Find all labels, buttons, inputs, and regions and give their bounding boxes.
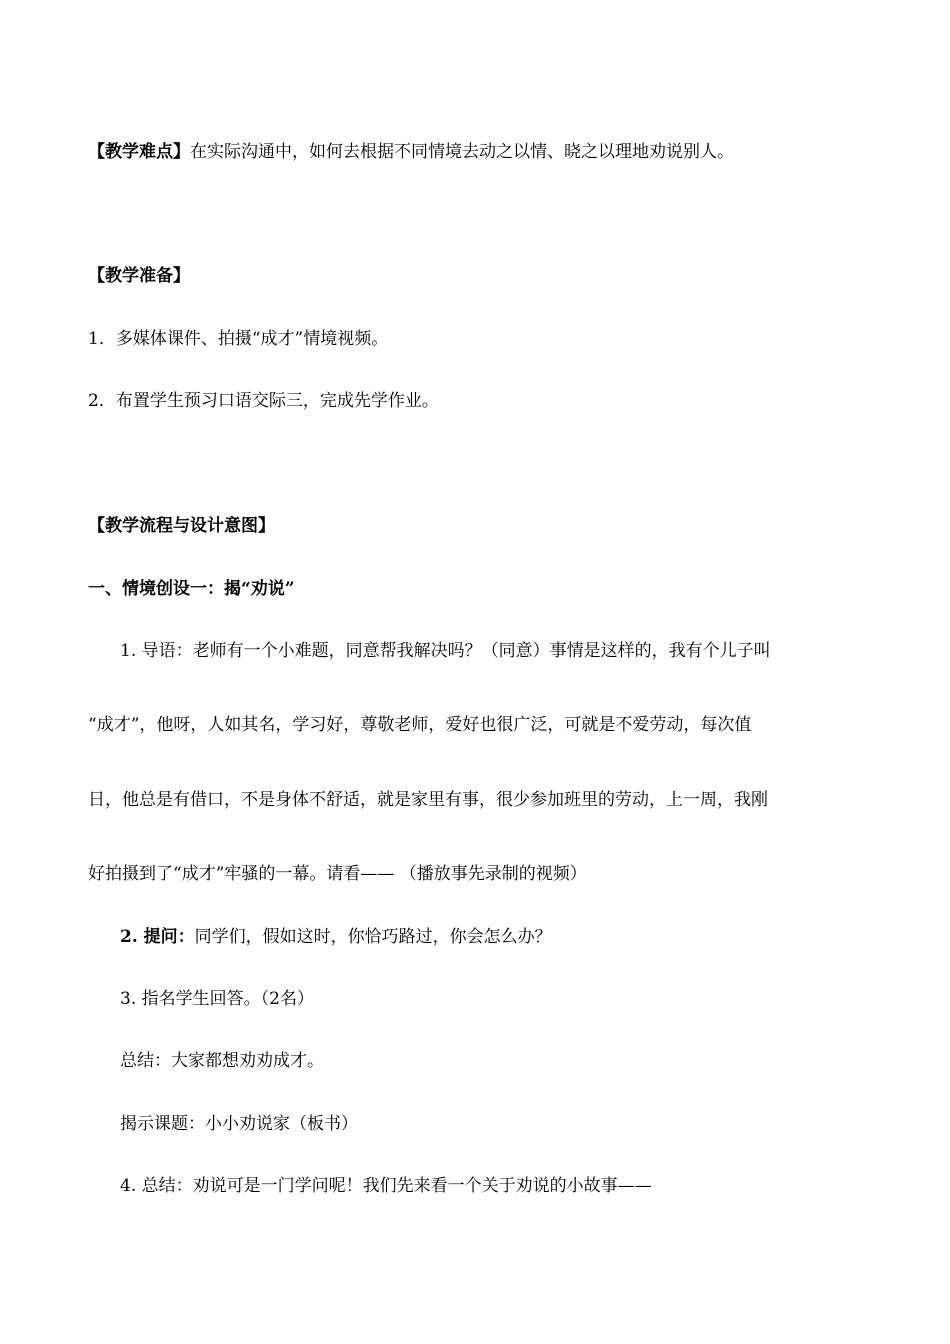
process-heading: 【教学流程与设计意图】 <box>88 516 275 536</box>
summary-1: 总结：大家都想劝劝成才。 <box>120 1051 324 1071</box>
para1-line-3: 日，他总是有借口，不是身体不舒适，就是家里有事，很少参加班里的劳动，上一周，我刚 <box>88 790 768 810</box>
preparation-item-2: 2．布置学生预习口语交际三，完成先学作业。 <box>88 391 439 411</box>
question-2-label: 2. 提问： <box>120 927 195 947</box>
reveal-topic: 揭示课题：小小劝说家（板书） <box>120 1114 358 1134</box>
preparation-heading: 【教学准备】 <box>88 266 190 286</box>
question-2-text: 同学们，假如这时，你恰巧路过，你会怎么办？ <box>194 927 552 947</box>
para1-line-2: “成才”，他呀，人如其名，学习好，尊敬老师，爱好也很广泛，可就是不爱劳动，每次值 <box>88 715 752 735</box>
para1-line-1: 1. 导语：老师有一个小难题，同意帮我解决吗？（同意）事情是这样的，我有个儿子叫 <box>120 641 771 661</box>
difficulty-line <box>88 140 734 164</box>
section1-title: 一、情境创设一：揭“劝说” <box>88 579 295 599</box>
preparation-item-1: 1．多媒体课件、拍摄“成才”情境视频。 <box>88 329 389 349</box>
question-2 <box>120 925 552 949</box>
difficulty-text: 在实际沟通中，如何去根据不同情境去动之以情、晓之以理地劝说别人。 <box>190 142 734 162</box>
item-3: 3. 指名学生回答。（2名） <box>120 989 314 1009</box>
item-4: 4. 总结：劝说可是一门学问呢！我们先来看一个关于劝说的小故事—— <box>120 1176 652 1196</box>
difficulty-label: 【教学难点】 <box>88 142 190 162</box>
para1-line-4: 好拍摄到了“成才”牢骚的一幕。请看—— （播放事先录制的视频） <box>88 864 587 884</box>
